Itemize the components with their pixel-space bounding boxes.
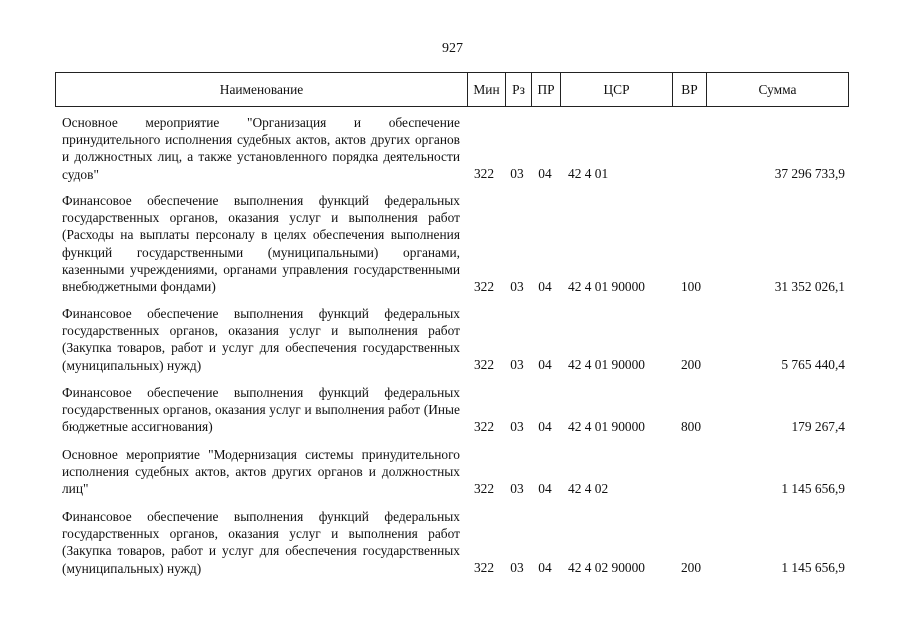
header-sum: Сумма bbox=[706, 73, 848, 106]
row-min: 322 bbox=[473, 357, 495, 372]
row-pr: 04 bbox=[538, 357, 552, 372]
row-name: Финансовое обеспечение выполнения функций федеральных государственных органов, оказания услуг и выполнения работ (Иные бюджетные ассигнования) bbox=[62, 385, 460, 435]
row-pr: 04 bbox=[538, 279, 552, 294]
row-sum: 1 145 656,9 bbox=[781, 560, 845, 575]
row-vr: 200 bbox=[680, 357, 702, 372]
table-row bbox=[0, 384, 905, 436]
row-name: Основное мероприятие "Организация и обеспечение принудительного исполнения судебных актов, актов других органов и должностных лиц, а также установленного порядка деятельности судов" bbox=[62, 115, 460, 182]
header-min: Мин bbox=[467, 73, 505, 106]
row-csr: 42 4 02 90000 bbox=[568, 560, 645, 575]
row-rz: 03 bbox=[510, 560, 524, 575]
row-rz: 03 bbox=[510, 166, 524, 181]
row-min: 322 bbox=[473, 481, 495, 496]
row-rz: 03 bbox=[510, 279, 524, 294]
row-csr: 42 4 02 bbox=[568, 481, 609, 496]
page-number: 927 bbox=[442, 41, 463, 56]
row-pr: 04 bbox=[538, 166, 552, 181]
row-sum: 5 765 440,4 bbox=[781, 357, 845, 372]
header-csr: ЦСР bbox=[560, 73, 672, 106]
row-pr: 04 bbox=[538, 560, 552, 575]
row-sum: 1 145 656,9 bbox=[781, 481, 845, 496]
row-min: 322 bbox=[473, 279, 495, 294]
row-name: Финансовое обеспечение выполнения функций федеральных государственных органов, оказания услуг и выполнения работ (Закупка товаров, работ и услуг для обеспечения государственных (муниципальных) нужд) bbox=[62, 306, 460, 373]
row-min: 322 bbox=[473, 419, 495, 434]
row-csr: 42 4 01 90000 bbox=[568, 279, 645, 294]
row-rz: 03 bbox=[510, 419, 524, 434]
table-row bbox=[0, 114, 905, 184]
header-pr: ПР bbox=[531, 73, 560, 106]
row-vr: 100 bbox=[680, 279, 702, 294]
row-csr: 42 4 01 90000 bbox=[568, 419, 645, 434]
row-name: Финансовое обеспечение выполнения функций федеральных государственных органов, оказания услуг и выполнения работ (Закупка товаров, работ и услуг для обеспечения государственных (муниципальных) нужд) bbox=[62, 509, 460, 576]
row-csr: 42 4 01 90000 bbox=[568, 357, 645, 372]
table-row bbox=[0, 192, 905, 296]
row-csr: 42 4 01 bbox=[568, 166, 609, 181]
row-sum: 179 267,4 bbox=[791, 419, 845, 434]
row-name: Основное мероприятие "Модернизация системы принудительного исполнения судебных актов, актов других органов и должностных лиц" bbox=[62, 447, 460, 497]
row-pr: 04 bbox=[538, 481, 552, 496]
row-vr: 200 bbox=[680, 560, 702, 575]
table-row bbox=[0, 446, 905, 498]
table-header bbox=[55, 72, 849, 107]
row-rz: 03 bbox=[510, 481, 524, 496]
row-pr: 04 bbox=[538, 419, 552, 434]
table-row bbox=[0, 508, 905, 578]
row-min: 322 bbox=[473, 166, 495, 181]
row-rz: 03 bbox=[510, 357, 524, 372]
row-min: 322 bbox=[473, 560, 495, 575]
row-name: Финансовое обеспечение выполнения функций федеральных государственных органов, оказания услуг и выполнения работ (Расходы на выплаты персоналу в целях обеспечения выполнения функций государственными (муниципальными) органами, казенными учреждениями, органами управления государственными внебюджетными фондами) bbox=[62, 193, 460, 295]
header-rz: Рз bbox=[505, 73, 531, 106]
row-sum: 31 352 026,1 bbox=[774, 279, 845, 294]
header-name: Наименование bbox=[219, 82, 304, 97]
row-vr: 800 bbox=[680, 419, 702, 434]
table-row bbox=[0, 305, 905, 375]
header-vr: ВР bbox=[672, 73, 706, 106]
row-sum: 37 296 733,9 bbox=[774, 166, 845, 181]
